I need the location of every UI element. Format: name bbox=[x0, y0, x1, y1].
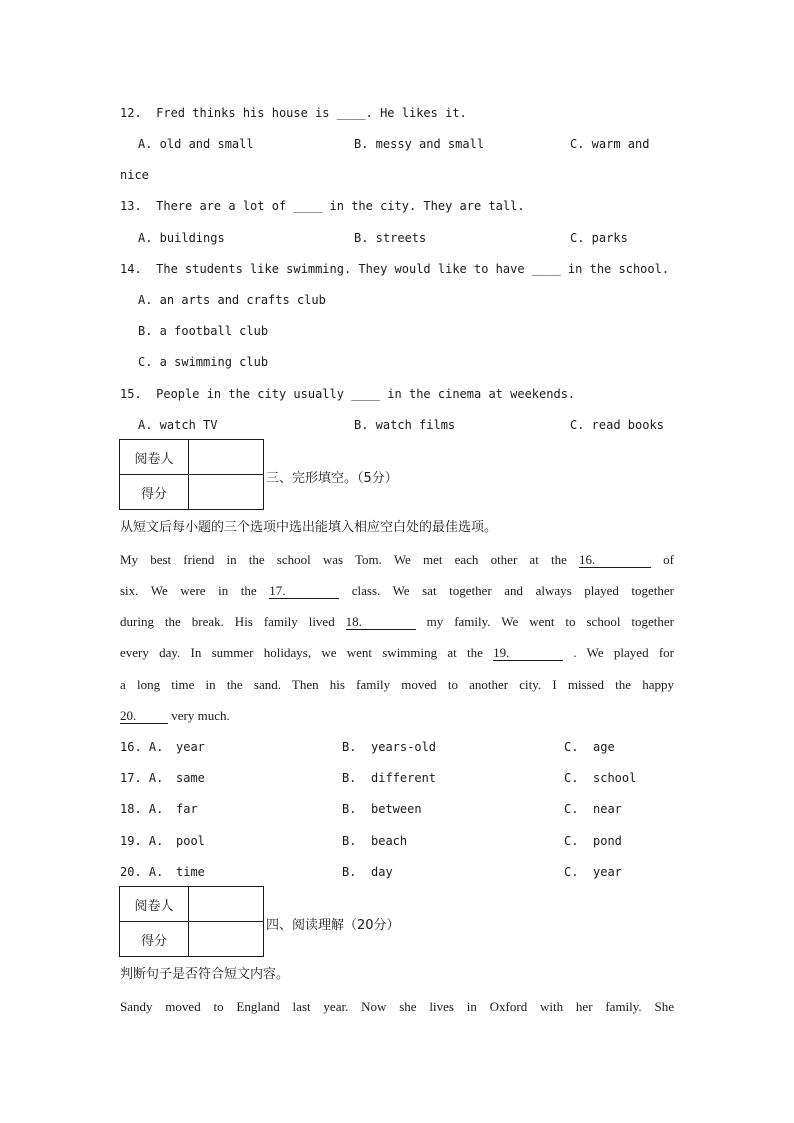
choice-19-a: pool bbox=[176, 834, 205, 848]
score-box-section3 bbox=[119, 439, 264, 510]
score-label: 得分 bbox=[120, 922, 189, 957]
choice-18-num: 18. A. bbox=[120, 802, 164, 816]
passage-line-2: six. We were in the 17. class. We sat together and always played together bbox=[120, 583, 675, 598]
choice-18-b: between bbox=[371, 802, 422, 816]
choice-19-num: 19. A. bbox=[120, 834, 164, 848]
choice-17-c: school bbox=[593, 771, 637, 785]
choice-18-c-label: C. bbox=[564, 802, 579, 816]
section3-instruction: 从短文后每小题的三个选项中选出能填入相应空白处的最佳选项。 bbox=[120, 520, 498, 535]
section4-passage-line-1: Sandy moved to England last year. Now she lives in Oxford with her family. She bbox=[120, 999, 674, 1014]
q15-option-c: C. read books bbox=[570, 418, 664, 432]
choice-16-b-label: B. bbox=[342, 740, 357, 754]
score-box-section4 bbox=[119, 886, 264, 957]
choice-20-num: 20. A. bbox=[120, 865, 164, 879]
choice-18-b-label: B. bbox=[342, 802, 357, 816]
choice-16-num: 16. A. bbox=[120, 740, 164, 754]
section4-instruction: 判断句子是否符合短文内容。 bbox=[120, 967, 290, 982]
q13-option-b: B. streets bbox=[354, 231, 427, 245]
blank-16: 16. bbox=[579, 553, 651, 568]
choice-17-b: different bbox=[371, 771, 437, 785]
blank-17: 17. bbox=[269, 584, 339, 599]
q14-option-b: B. a football club bbox=[138, 324, 269, 338]
passage-line-4: every day. In summer holidays, we went swimming at the 19. . We played for bbox=[120, 645, 674, 660]
reviewer-value-cell[interactable] bbox=[189, 440, 264, 475]
choice-16-b: years-old bbox=[371, 740, 437, 754]
q12-option-b: B. messy and small bbox=[354, 137, 485, 151]
choice-20-c-label: C. bbox=[564, 865, 579, 879]
q14-option-a: A. an arts and crafts club bbox=[138, 293, 326, 307]
passage-line-3: during the break. His family lived 18. my family. We went to school together bbox=[120, 614, 674, 629]
choice-16-a: year bbox=[176, 740, 205, 754]
question-13-stem: 13. There are a lot of ____ in the city. They are tall. bbox=[120, 199, 525, 213]
blank-20: 20. bbox=[120, 709, 168, 724]
q14-option-c: C. a swimming club bbox=[138, 355, 269, 369]
choice-17-a: same bbox=[176, 771, 205, 785]
choice-20-c: year bbox=[593, 865, 622, 879]
q12-option-a: A. old and small bbox=[138, 137, 254, 151]
section3-title: 三、完形填空。（5分） bbox=[266, 471, 398, 486]
reviewer-value-cell[interactable] bbox=[189, 887, 264, 922]
question-15-stem: 15. People in the city usually ____ in the cinema at weekends. bbox=[120, 387, 576, 401]
choice-16-c-label: C. bbox=[564, 740, 579, 754]
score-label: 得分 bbox=[120, 475, 189, 510]
choice-17-b-label: B. bbox=[342, 771, 357, 785]
choice-20-b: day bbox=[371, 865, 393, 879]
passage-line-1: My best friend in the school was Tom. We met each other at the 16. of bbox=[120, 552, 674, 567]
choice-17-c-label: C. bbox=[564, 771, 579, 785]
choice-18-a: far bbox=[176, 802, 198, 816]
q15-option-a: A. watch TV bbox=[138, 418, 218, 432]
section4-title: 四、阅读理解（20分） bbox=[266, 918, 400, 933]
reviewer-label: 阅卷人 bbox=[120, 440, 189, 475]
q12-option-c-wrap: nice bbox=[120, 168, 149, 182]
choice-20-a: time bbox=[176, 865, 205, 879]
question-12-stem: 12. Fred thinks his house is ____. He likes it. bbox=[120, 106, 467, 120]
choice-16-c: age bbox=[593, 740, 615, 754]
blank-19: 19. bbox=[493, 646, 563, 661]
choice-17-num: 17. A. bbox=[120, 771, 164, 785]
q13-option-c: C. parks bbox=[570, 231, 628, 245]
q12-option-c: C. warm and bbox=[570, 137, 650, 151]
choice-18-c: near bbox=[593, 802, 622, 816]
passage-line-6: 20. very much. bbox=[120, 708, 230, 723]
choice-19-c: pond bbox=[593, 834, 622, 848]
choice-19-b-label: B. bbox=[342, 834, 357, 848]
q13-option-a: A. buildings bbox=[138, 231, 225, 245]
choice-19-c-label: C. bbox=[564, 834, 579, 848]
question-14-stem: 14. The students like swimming. They would like to have ____ in the school. bbox=[120, 262, 670, 276]
score-value-cell[interactable] bbox=[189, 475, 264, 510]
score-value-cell[interactable] bbox=[189, 922, 264, 957]
passage-line-5: a long time in the sand. Then his family moved to another city. I missed the happy bbox=[120, 677, 674, 692]
blank-18: 18. bbox=[346, 615, 416, 630]
choice-20-b-label: B. bbox=[342, 865, 357, 879]
choice-19-b: beach bbox=[371, 834, 408, 848]
q15-option-b: B. watch films bbox=[354, 418, 456, 432]
reviewer-label: 阅卷人 bbox=[120, 887, 189, 922]
